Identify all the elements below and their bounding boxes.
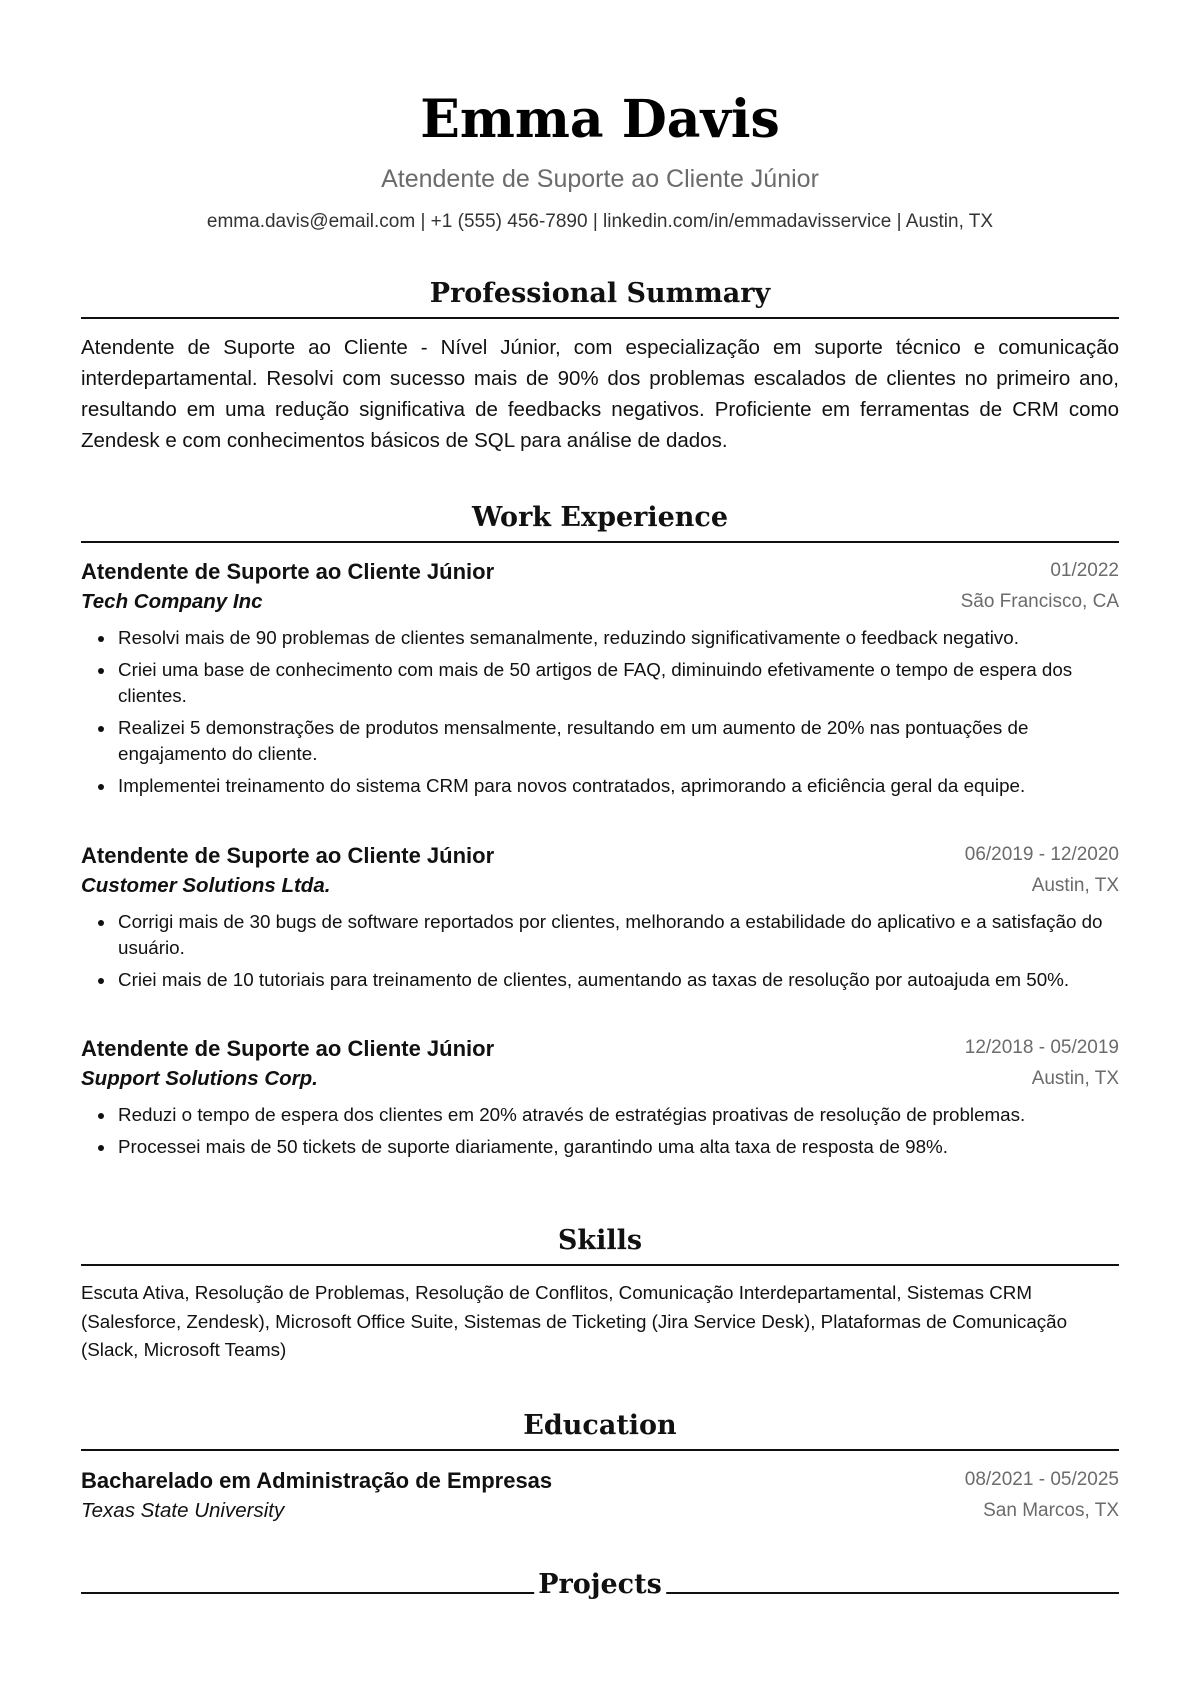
job-company: Customer Solutions Ltda.	[81, 874, 331, 897]
job-title: Atendente de Suporte ao Cliente Júnior	[81, 1036, 495, 1061]
bullet-item: Resolvi mais de 90 problemas de clientes semanalmente, reduzindo significativamente o feedback negativo.	[118, 625, 1119, 651]
candidate-subtitle: Atendente de Suporte ao Cliente Júnior	[381, 165, 819, 193]
job-title: Atendente de Suporte ao Cliente Júnior	[81, 559, 495, 584]
section-title-projects: Projects	[534, 1568, 666, 1602]
skills-text: Escuta Ativa, Resolução de Problemas, Resolução de Conflitos, Comunicação Interdepartamental, Sistemas CRM (Salesforce, Zendesk), Microsoft Office Suite, Sistemas de Ticketing (Jira Service Desk), Plataformas de Comunicação (Slack, Microsoft Teams)	[81, 1282, 1068, 1360]
section-divider	[81, 1449, 1119, 1451]
job-company: Tech Company Inc	[81, 590, 263, 613]
bullet-item: Corrigi mais de 30 bugs de software reportados por clientes, melhorando a estabilidade do aplicativo e a satisfação do usuário.	[118, 909, 1119, 961]
education-degree: Bacharelado em Administração de Empresas	[81, 1468, 553, 1493]
candidate-name: Emma Davis	[420, 89, 780, 150]
job-date: 01/2022	[1050, 560, 1119, 581]
job-entry	[81, 557, 1119, 805]
bullet-item: Processei mais de 50 tickets de suporte diariamente, garantindo uma alta taxa de resposta de 98%.	[118, 1134, 1119, 1160]
job-location: Austin, TX	[1031, 875, 1119, 896]
education-date: 08/2021 - 05/2025	[964, 1469, 1119, 1490]
contact-line: emma.davis@email.com | +1 (555) 456-7890 | linkedin.com/in/emmadavisservice | Austin, TX	[206, 211, 994, 232]
section-title-experience: Work Experience	[471, 502, 729, 533]
job-location: Austin, TX	[1031, 1068, 1119, 1089]
section-divider	[81, 1264, 1119, 1266]
bullet-item: Reduzi o tempo de espera dos clientes em 20% através de estratégias proativas de resolução de problemas.	[118, 1102, 1119, 1128]
job-entry	[81, 1034, 1119, 1166]
job-bullets	[81, 625, 1119, 799]
section-divider	[81, 317, 1119, 319]
bullet-item: Criei mais de 10 tutoriais para treinamento de clientes, aumentando as taxas de resolução por autoajuda em 50%.	[118, 967, 1119, 993]
section-title-skills: Skills	[557, 1225, 643, 1256]
bullet-item: Criei uma base de conhecimento com mais de 50 artigos de FAQ, diminuindo efetivamente o tempo de espera dos clientes.	[118, 657, 1119, 709]
job-title: Atendente de Suporte ao Cliente Júnior	[81, 843, 495, 868]
job-entry	[81, 841, 1119, 999]
education-entry	[81, 1466, 1119, 1526]
bullet-item: Implementei treinamento do sistema CRM para novos contratados, aprimorando a eficiência geral da equipe.	[118, 773, 1119, 799]
section-title-summary: Professional Summary	[429, 278, 771, 309]
bullet-item: Realizei 5 demonstrações de produtos mensalmente, resultando em um aumento de 20% nas pontuações de engajamento do cliente.	[118, 715, 1119, 767]
job-bullets	[81, 1102, 1119, 1160]
summary-text: Atendente de Suporte ao Cliente - Nível Júnior, com especialização em suporte técnico e comunicação interdepartamental. Resolvi com sucesso mais de 90% dos problemas escalados de clientes no primeiro ano, resultando em uma redução significativa de feedbacks negativos. Proficiente em ferramentas de CRM como Zendesk e com conhecimentos básicos de SQL para análise de dados.	[81, 336, 1119, 452]
section-title-education: Education	[523, 1410, 677, 1441]
education-location: San Marcos, TX	[983, 1500, 1119, 1521]
job-company: Support Solutions Corp.	[81, 1067, 318, 1090]
job-date: 12/2018 - 05/2019	[964, 1037, 1119, 1058]
job-location: São Francisco, CA	[960, 591, 1119, 612]
job-bullets	[81, 909, 1119, 993]
section-divider	[81, 541, 1119, 543]
education-school: Texas State University	[81, 1499, 285, 1522]
job-date: 06/2019 - 12/2020	[964, 844, 1119, 865]
